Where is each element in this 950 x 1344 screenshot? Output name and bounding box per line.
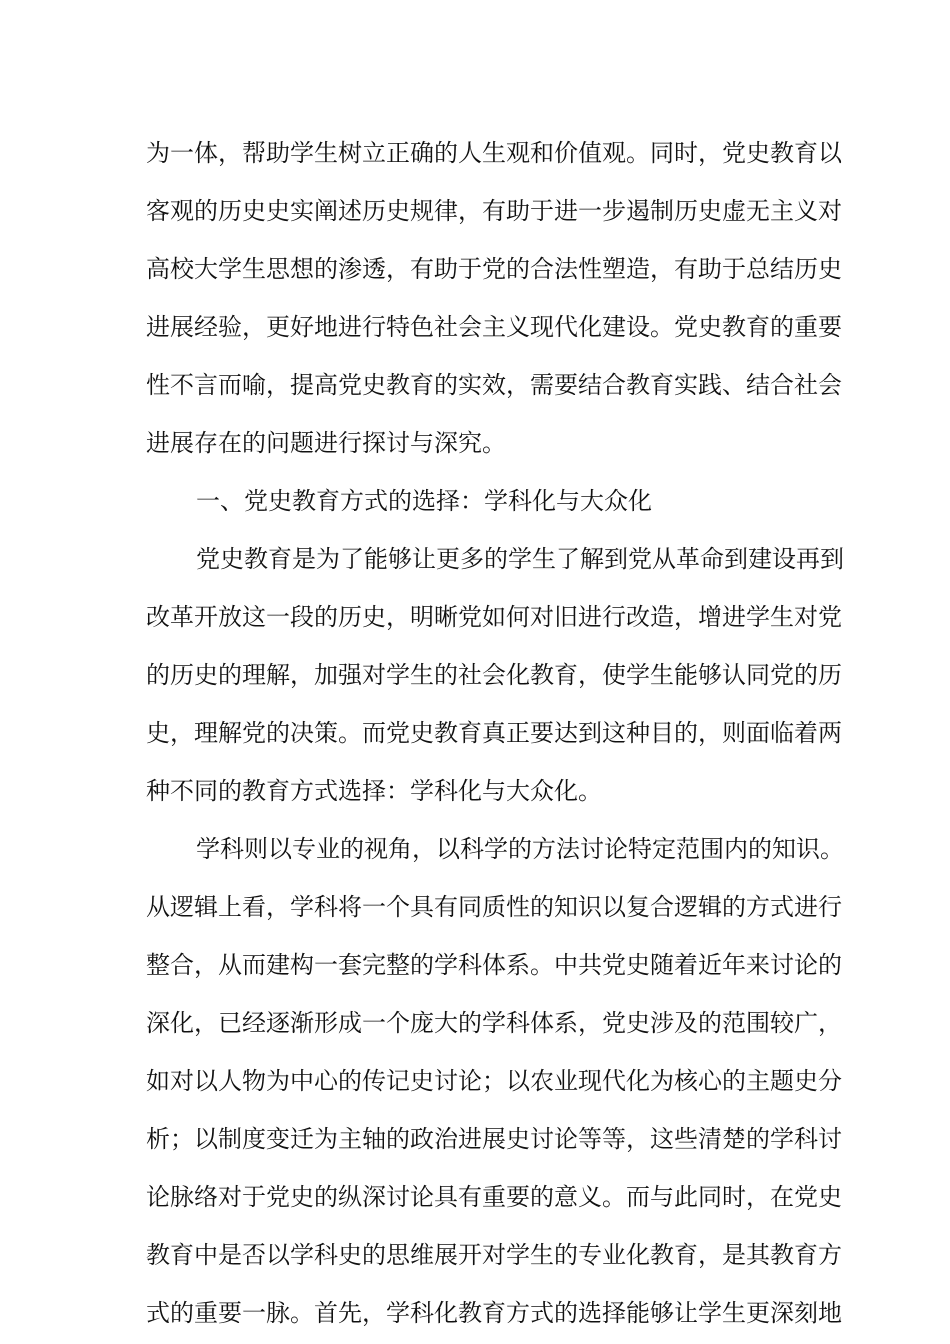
text-line: 党史教育是为了能够让更多的学生了解到党从革命到建设再到 xyxy=(196,545,844,573)
text-line: 高校大学生思想的渗透，有助于党的合法性塑造，有助于总结历史 xyxy=(146,255,842,283)
text-line: 式的重要一脉。首先，学科化教育方式的选择能够让学生更深刻地 xyxy=(146,1299,842,1327)
text-line: 整合，从而建构一套完整的学科体系。中共党史随着近年来讨论的 xyxy=(146,951,842,979)
text-line: 种不同的教育方式选择：学科化与大众化。 xyxy=(146,777,602,805)
text-line: 进展存在的问题进行探讨与深究。 xyxy=(146,429,506,457)
text-line: 改革开放这一段的历史，明晰党如何对旧进行改造，增进学生对党 xyxy=(146,603,842,631)
text-line: 为一体，帮助学生树立正确的人生观和价值观。同时，党史教育以 xyxy=(146,139,842,167)
text-line: 从逻辑上看，学科将一个具有同质性的知识以复合逻辑的方式进行 xyxy=(146,893,842,921)
text-line: 论脉络对于党史的纵深讨论具有重要的意义。而与此同时，在党史 xyxy=(146,1183,842,1211)
text-line: 学科则以专业的视角，以科学的方法讨论特定范围内的知识。 xyxy=(196,835,844,863)
text-line: 的历史的理解，加强对学生的社会化教育，使学生能够认同党的历 xyxy=(146,661,842,689)
text-line: 性不言而喻，提高党史教育的实效，需要结合教育实践、结合社会 xyxy=(146,371,842,399)
text-line: 深化，已经逐渐形成一个庞大的学科体系，党史涉及的范围较广， xyxy=(146,1009,842,1037)
text-line: 史，理解党的决策。而党史教育真正要达到这种目的，则面临着两 xyxy=(146,719,842,747)
section-heading: 一、党史教育方式的选择：学科化与大众化 xyxy=(196,487,652,515)
text-line: 客观的历史史实阐述历史规律，有助于进一步遏制历史虚无主义对 xyxy=(146,197,842,225)
text-line: 进展经验，更好地进行特色社会主义现代化建设。党史教育的重要 xyxy=(146,313,842,341)
text-line: 如对以人物为中心的传记史讨论；以农业现代化为核心的主题史分 xyxy=(146,1067,842,1095)
text-line: 教育中是否以学科史的思维展开对学生的专业化教育，是其教育方 xyxy=(146,1241,842,1269)
text-line: 析；以制度变迁为主轴的政治进展史讨论等等，这些清楚的学科讨 xyxy=(146,1125,842,1153)
